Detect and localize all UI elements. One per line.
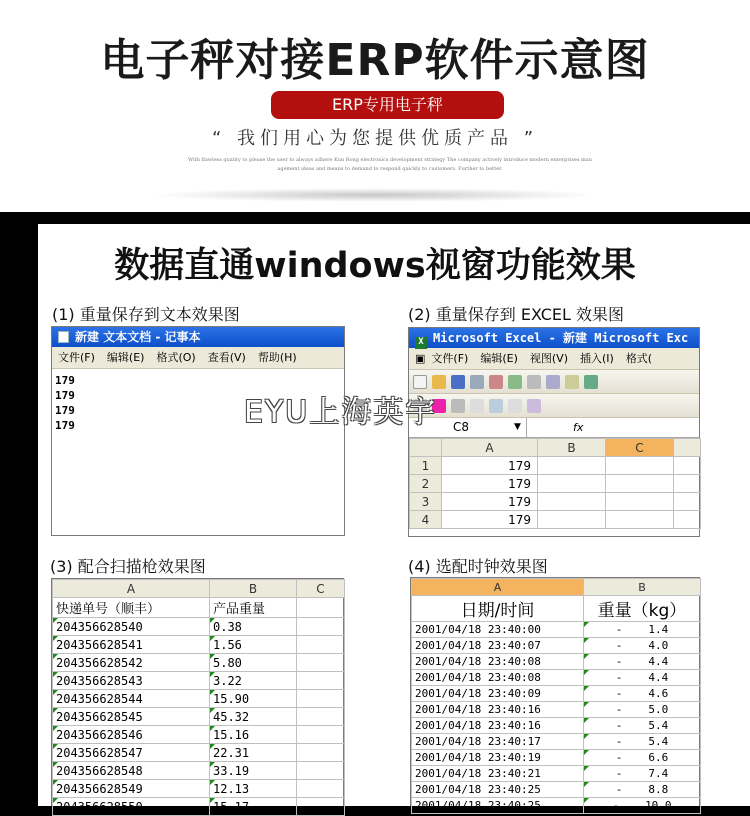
cell[interactable] (297, 618, 345, 636)
excel-toolbar (409, 370, 699, 394)
weight-cell[interactable]: 15.17 (210, 798, 297, 816)
cell[interactable] (297, 654, 345, 672)
tracking-cell[interactable]: 204356628546 (53, 726, 210, 744)
menu-insert[interactable]: 插入(I) (579, 352, 614, 365)
weight-value: 1.4 (648, 623, 669, 636)
column-header[interactable] (674, 439, 701, 457)
weight-cell[interactable]: 45.32 (210, 708, 297, 726)
cut-icon[interactable] (527, 375, 541, 389)
notepad-line: 179 (55, 389, 75, 402)
notepad-line: 179 (55, 419, 75, 432)
weight-value: 8.8 (648, 783, 669, 796)
notepad-line: 179 (55, 374, 75, 387)
clock-sheet (410, 577, 700, 812)
cell[interactable] (297, 708, 345, 726)
product-badge: ERP专用电子秤 (271, 91, 504, 119)
cell[interactable] (538, 493, 606, 511)
cell[interactable] (297, 636, 345, 654)
excel-doc-icon: ▣ (415, 352, 426, 365)
weight-value: 5.4 (648, 719, 669, 732)
excel-titlebar[interactable] (409, 328, 699, 348)
header-cell[interactable]: 日期/时间 (412, 596, 584, 622)
excel-icon: X (415, 337, 427, 349)
tracking-cell[interactable]: 204356628544 (53, 690, 210, 708)
spell-icon[interactable] (508, 375, 522, 389)
fine-print-line: With flawless quality to please the user to always adhere Kun Rong electronics development strategy The company actively introduce modern enterprises man (188, 157, 592, 163)
weight-cell[interactable]: 1.56 (210, 636, 297, 654)
timestamp-cell[interactable]: 2001/04/18 23:40:17 (412, 734, 584, 750)
menu-help[interactable]: 帮助(H) (257, 351, 297, 364)
timestamp-cell[interactable]: 2001/04/18 23:40:16 (412, 702, 584, 718)
weight-cell[interactable]: 33.19 (210, 762, 297, 780)
chevron-down-icon[interactable]: ▼ (514, 422, 521, 432)
header-banner (0, 0, 750, 212)
caption-scanner: (3) 配合扫描枪效果图 (50, 557, 206, 576)
tracking-cell[interactable]: 204356628549 (53, 780, 210, 798)
excel-window (408, 327, 700, 537)
tracking-cell[interactable]: 204356628543 (53, 672, 210, 690)
weight-cell[interactable]: - 4.6 (584, 686, 701, 702)
timestamp-cell[interactable]: 2001/04/18 23:40:07 (412, 638, 584, 654)
tracking-cell[interactable]: 204356628540 (53, 618, 210, 636)
page-title: 电子秤对接ERP软件示意图 (100, 35, 650, 86)
tracking-cell[interactable]: 204356628545 (53, 708, 210, 726)
notepad-icon (58, 331, 69, 343)
weight-value: 4.6 (648, 687, 669, 700)
weight-cell[interactable]: 22.31 (210, 744, 297, 762)
cell[interactable] (538, 457, 606, 475)
weight-cell[interactable]: - 6.6 (584, 750, 701, 766)
header-cell[interactable]: 产品重量 (210, 598, 297, 618)
cell[interactable] (674, 457, 701, 475)
cell[interactable] (297, 690, 345, 708)
tracking-cell[interactable]: 204356628547 (53, 744, 210, 762)
tool-icon[interactable] (527, 399, 541, 413)
column-header[interactable]: B (584, 579, 701, 596)
cell[interactable] (297, 598, 345, 618)
timestamp-cell[interactable]: 2001/04/18 23:40:25 (412, 798, 584, 814)
menu-file[interactable]: 文件(F) (58, 351, 95, 364)
cell[interactable]: 179 (442, 457, 538, 475)
cell[interactable] (606, 457, 674, 475)
print-icon[interactable] (470, 375, 484, 389)
cell[interactable] (297, 672, 345, 690)
weight-cell[interactable]: - 8.8 (584, 782, 701, 798)
tool-icon[interactable] (470, 399, 484, 413)
name-box[interactable]: C8 (409, 418, 527, 437)
paste-icon[interactable] (565, 375, 579, 389)
fine-print-line: agement ideas and means to demand to respond quickly to customers. Further to better. (277, 166, 503, 172)
row-header[interactable]: 3 (410, 493, 442, 511)
weight-value: 4.4 (648, 671, 669, 684)
menu-view[interactable]: 视图(V) (529, 352, 568, 365)
undo-icon[interactable] (584, 375, 598, 389)
menu-format[interactable]: 格式(O) (156, 351, 196, 364)
cell[interactable] (297, 798, 345, 816)
weight-value: 4.4 (648, 655, 669, 668)
cell[interactable] (297, 762, 345, 780)
weight-cell[interactable]: 3.22 (210, 672, 297, 690)
border-icon[interactable] (451, 399, 465, 413)
excel-grid (409, 438, 701, 529)
timestamp-cell[interactable]: 2001/04/18 23:40:08 (412, 654, 584, 670)
menu-edit[interactable]: 编辑(E) (106, 351, 145, 364)
menu-format[interactable]: 格式( (625, 352, 653, 365)
caption-clock: (4) 选配时钟效果图 (408, 557, 548, 576)
slogan: “ 我们用心为您提供优质产品 ” (211, 128, 539, 149)
cell[interactable]: 179 (442, 475, 538, 493)
weight-value: 10.0 (645, 799, 672, 812)
header-cell[interactable]: 重量（kg） (584, 596, 701, 622)
cell[interactable]: 179 (442, 493, 538, 511)
weight-value: 5.4 (648, 735, 669, 748)
cell[interactable] (674, 511, 701, 529)
cell[interactable] (674, 493, 701, 511)
preview-icon[interactable] (489, 375, 503, 389)
tracking-cell[interactable]: 204356628550 (53, 798, 210, 816)
notepad-line: 179 (55, 404, 75, 417)
weight-cell[interactable]: 15.90 (210, 690, 297, 708)
cell[interactable] (297, 726, 345, 744)
weight-cell[interactable]: - 4.4 (584, 654, 701, 670)
function-icon[interactable]: fx (573, 421, 584, 434)
timestamp-cell[interactable]: 2001/04/18 23:40:21 (412, 766, 584, 782)
timestamp-cell[interactable]: 2001/04/18 23:40:00 (412, 622, 584, 638)
cell[interactable] (297, 780, 345, 798)
weight-cell[interactable]: - 1.4 (584, 622, 701, 638)
timestamp-cell[interactable]: 2001/04/18 23:40:19 (412, 750, 584, 766)
section-heading: 数据直通windows视窗功能效果 (114, 246, 636, 286)
weight-cell[interactable]: - 7.4 (584, 766, 701, 782)
row-header[interactable]: 4 (410, 511, 442, 529)
weight-value: 4.0 (648, 639, 669, 652)
watermark: EYU上海英宇 (244, 395, 438, 430)
row-header[interactable]: 2 (410, 475, 442, 493)
menu-view[interactable]: 查看(V) (207, 351, 246, 364)
column-header[interactable]: A (53, 580, 210, 598)
column-header[interactable]: A (442, 439, 538, 457)
weight-cell[interactable]: - 5.4 (584, 734, 701, 750)
notepad-titlebar[interactable] (52, 327, 344, 347)
save-icon[interactable] (451, 375, 465, 389)
timestamp-cell[interactable]: 2001/04/18 23:40:16 (412, 718, 584, 734)
timestamp-cell[interactable]: 2001/04/18 23:40:25 (412, 782, 584, 798)
tool-icon[interactable] (489, 399, 503, 413)
cell[interactable] (297, 744, 345, 762)
cell[interactable] (538, 511, 606, 529)
menu-edit[interactable]: 编辑(E) (480, 352, 518, 365)
excel-title: Microsoft Excel - 新建 Microsoft Exc (433, 331, 689, 345)
weight-cell[interactable]: 5.80 (210, 654, 297, 672)
weight-cell[interactable]: - 4.0 (584, 638, 701, 654)
cell[interactable] (606, 475, 674, 493)
weight-cell[interactable]: 15.16 (210, 726, 297, 744)
column-header[interactable]: C (297, 580, 345, 598)
notepad-menubar (52, 347, 344, 369)
copy-icon[interactable] (546, 375, 560, 389)
cell[interactable] (674, 475, 701, 493)
cell[interactable] (538, 475, 606, 493)
weight-value: 7.4 (648, 767, 669, 780)
caption-excel: (2) 重量保存到 EXCEL 效果图 (408, 305, 625, 324)
corner-cell[interactable] (410, 439, 442, 457)
notepad-window (51, 326, 345, 536)
notepad-title: 新建 文本文档 - 记事本 (75, 330, 201, 344)
menu-file[interactable]: 文件(F) (431, 352, 469, 365)
timestamp-cell[interactable]: 2001/04/18 23:40:08 (412, 670, 584, 686)
row-header[interactable]: 1 (410, 457, 442, 475)
weight-value: 6.6 (648, 751, 669, 764)
weight-value: 5.0 (648, 703, 669, 716)
fine-print (180, 156, 600, 174)
tool-icon[interactable] (508, 399, 522, 413)
timestamp-cell[interactable]: 2001/04/18 23:40:09 (412, 686, 584, 702)
weight-cell[interactable]: - 5.0 (584, 702, 701, 718)
weight-cell[interactable]: 0.38 (210, 618, 297, 636)
weight-cell[interactable]: - 4.4 (584, 670, 701, 686)
scanner-grid (52, 579, 345, 816)
column-header-selected[interactable]: C (606, 439, 674, 457)
clock-grid (411, 578, 701, 814)
excel-toolbar-2 (409, 394, 699, 418)
caption-notepad: (1) 重量保存到文本效果图 (52, 305, 240, 324)
formula-bar (409, 418, 699, 438)
weight-cell[interactable]: - 10.0 (584, 798, 701, 814)
tracking-cell[interactable]: 204356628542 (53, 654, 210, 672)
excel-menubar (409, 348, 699, 370)
tracking-cell[interactable]: 204356628541 (53, 636, 210, 654)
cell[interactable] (606, 511, 674, 529)
weight-cell[interactable]: - 5.4 (584, 718, 701, 734)
banner-shadow (150, 188, 600, 202)
tracking-cell[interactable]: 204356628548 (53, 762, 210, 780)
column-header-selected[interactable]: A (412, 579, 584, 596)
cell[interactable]: 179 (442, 511, 538, 529)
cell[interactable] (606, 493, 674, 511)
header-cell[interactable]: 快递单号（顺丰） (53, 598, 210, 618)
weight-cell[interactable]: 12.13 (210, 780, 297, 798)
column-header[interactable]: B (538, 439, 606, 457)
column-header[interactable]: B (210, 580, 297, 598)
scanner-sheet (51, 578, 344, 814)
